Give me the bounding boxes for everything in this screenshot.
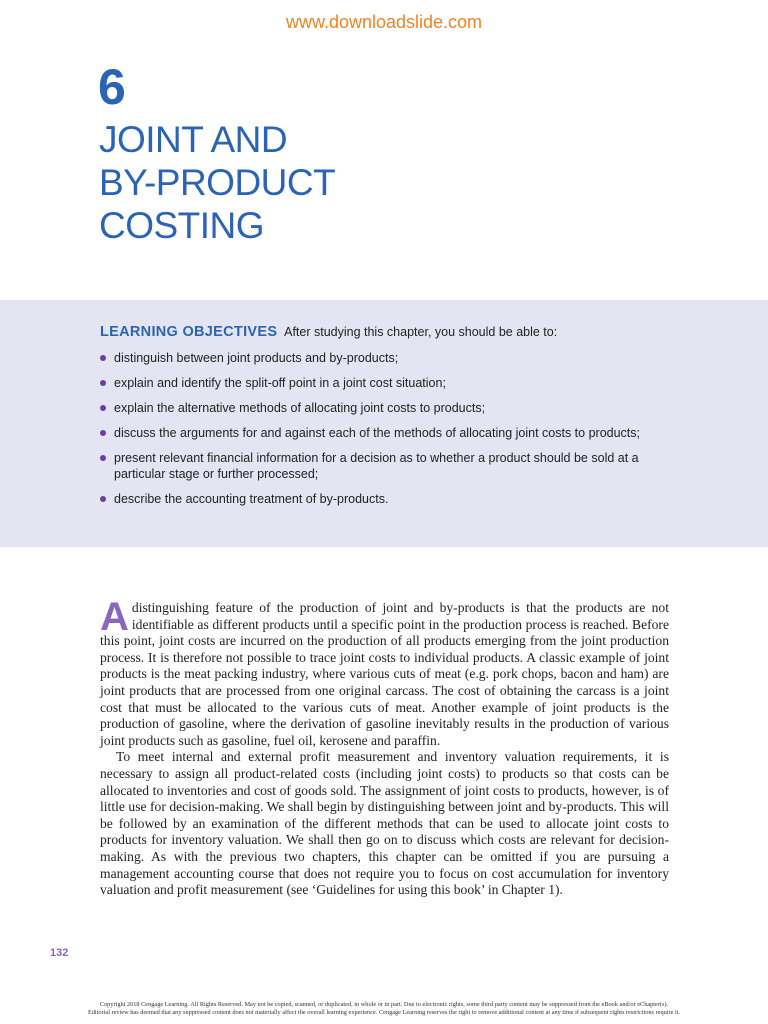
objective-text: present relevant financial information for a decision as to whether a product should be sold at a particular stage or further processed; (114, 451, 639, 481)
body-paragraph: To meet internal and external profit measurement and inventory valuation requirements, it is necessary to assign all product-related costs (including joint costs) to products so that costs can be allocated to inventories and cost of goods sold. The assignment of joint costs to products, however, is of little use for decision-making. We shall begin by distinguishing between joint and by-products. This will be followed by an examination of the different methods that can be used to allocate joint costs to products for inventory valuation. We shall then go on to discuss which costs are relevant for decision-making. As with the previous two chapters, this chapter can be omitted if you are pursuing a management accounting course that does not require you to focus on cost accumulation for inventory valuation and profit measurement (see ‘Guidelines for using this book’ in Chapter 1). (100, 749, 669, 898)
objective-item (100, 375, 660, 391)
learning-objectives-heading: LEARNING OBJECTIVES (100, 324, 278, 340)
copyright-line: Editorial review has deemed that any suppressed content does not materially affect the overall learning experience. Cengage Learning reserves the right to remove additional content at any time if subsequent rights restrictions require it. (87, 1009, 681, 1016)
chapter-title-line: BY-PRODUCT (99, 162, 336, 203)
objective-item (100, 425, 660, 441)
learning-objectives-list (100, 350, 660, 516)
header-url[interactable]: www.downloadslide.com (285, 12, 483, 32)
chapter-title-line: JOINT AND (99, 119, 288, 160)
objective-item (100, 450, 660, 482)
page-number: 132 (50, 947, 69, 959)
objective-text: discuss the arguments for and against each of the methods of allocating joint costs to products; (114, 426, 640, 440)
copyright-line: Copyright 2018 Cengage Learning. All Rights Reserved. May not be copied, scanned, or duplicated, in whole or in part. Due to electronic rights, some third party content may be suppressed from the eBook and/or eChapter(s). (99, 1001, 669, 1008)
objective-item (100, 350, 660, 366)
objective-item (100, 491, 660, 507)
bullet-icon (100, 380, 106, 386)
bullet-icon (100, 405, 106, 411)
chapter-title (99, 118, 499, 247)
chapter-title-line: COSTING (99, 205, 265, 246)
copyright-notice (20, 1001, 748, 1017)
bullet-icon (100, 496, 106, 502)
objective-text: describe the accounting treatment of by-products. (114, 492, 389, 506)
learning-objectives-box (0, 300, 768, 547)
objective-item (100, 400, 660, 416)
bullet-icon (100, 455, 106, 461)
bullet-icon (100, 430, 106, 436)
objective-text: explain the alternative methods of allocating joint costs to products; (114, 401, 486, 415)
chapter-number: 6 (98, 59, 126, 115)
body-paragraph (100, 595, 669, 749)
objective-text: distinguish between joint products and by-products; (114, 351, 399, 365)
bullet-icon (100, 355, 106, 361)
drop-cap: A (100, 595, 129, 639)
body-text (100, 595, 669, 899)
paragraph-text: distinguishing feature of the production of joint and by-products is that the products are not identifiable as different products until a specific point in the production process is reached. Before this point, joint costs are incurred on the production of all products emerging from the joint production process. It is therefore not possible to trace joint costs to individual products. A classic example of joint products is the meat packing industry, where various cuts of meat (e.g. pork chops, bacon and ham) are joint products that are processed from one original carcass. The cost of obtaining the carcass is a joint cost that must be allocated to the various cuts of meat. Another example of joint products is the production of gasoline, where the derivation of gasoline inevitably results in the production of various joint products such as gasoline, fuel oil, kerosene and paraffin. (100, 600, 669, 748)
learning-objectives-header (100, 324, 720, 340)
objective-text: explain and identify the split-off point in a joint cost situation; (114, 376, 446, 390)
learning-objectives-intro: After studying this chapter, you should be able to: (284, 325, 558, 339)
